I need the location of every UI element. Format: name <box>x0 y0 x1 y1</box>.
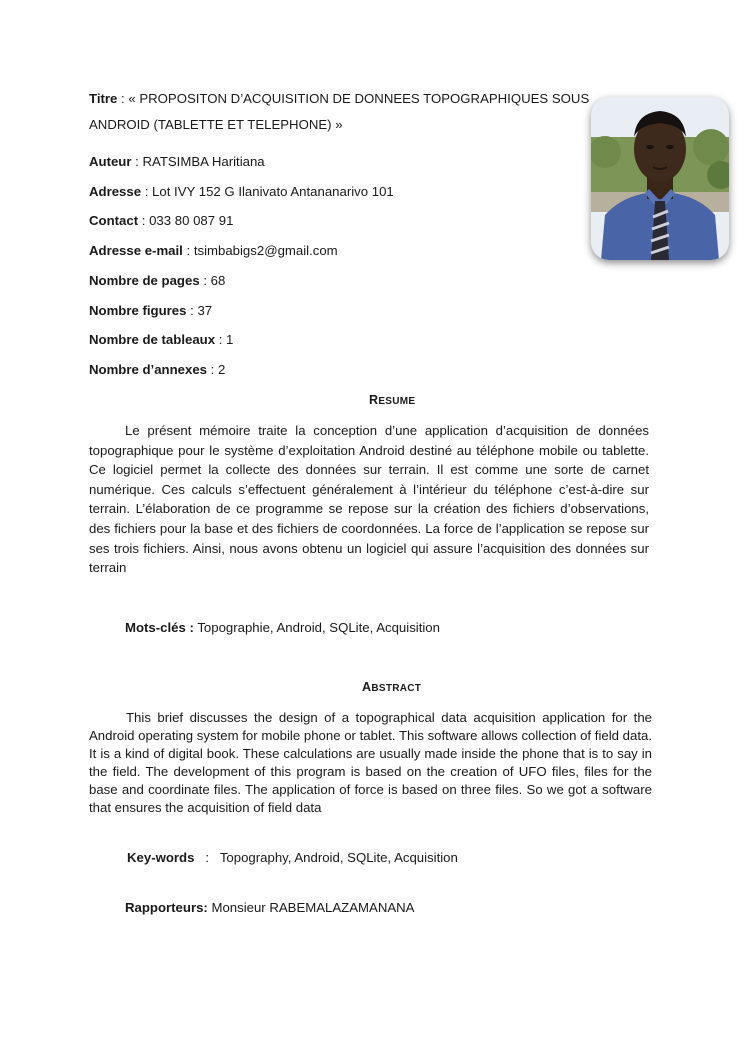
field-label: Contact <box>89 213 139 228</box>
field-adresse <box>89 184 394 200</box>
resume-heading-rest: ESUME <box>378 396 416 407</box>
resume-body: Le présent mémoire traite la conception d’une application d’acquisition de données topographique pour le système d’exploitation Android destiné au téléphone mobile ou tablette. Ce logiciel permet la collecte des données sur terrain. Il est comme une sorte de carnet numérique. Ces calculs s’effectuent généralement à l’intérieur du téléphone c’est-à-dire sur terrain. L’élaboration de ce programme se repose sur la création des fichiers d’observations, des fichiers pour la base et des fichiers de coordonnées. La force de l’application se repose sur ses trois fichiers. Ainsi, nous avons obtenu un logiciel qui assure l’acquisition des données sur terrain <box>89 423 649 576</box>
field-annexes <box>89 362 225 378</box>
field-label: Adresse e-mail <box>89 243 183 258</box>
field-email <box>89 243 338 259</box>
field-figures <box>89 303 212 319</box>
keywords-value: : Topography, Android, SQLite, Acquisition <box>194 850 458 865</box>
field-value: : 68 <box>199 273 226 288</box>
field-auteur <box>89 154 265 170</box>
abstract-keywords <box>127 850 458 866</box>
field-label: Nombre figures <box>89 303 187 318</box>
abstract-heading-rest: BSTRACT <box>371 683 422 694</box>
title-label: Titre <box>89 91 118 106</box>
field-label: Adresse <box>89 184 142 199</box>
abstract-body: This brief discusses the design of a topographical data acquisition application for the Android operating system for mobile phone or tablet. This software allows collection of field data. It is a kind of digital book. These calculations are usually made inside the phone that is to say in the field. The development of this program is based on the creation of UFO files, files for the base and coordinate files. The application of force is based on three files. So we got a software that ensures the acquisition of field data <box>89 710 652 815</box>
field-label: Nombre de tableaux <box>89 332 216 347</box>
resume-heading-first: R <box>369 393 379 407</box>
field-value: : RATSIMBA Haritiana <box>131 154 265 169</box>
keywords-value: Topographie, Android, SQLite, Acquisition <box>193 620 440 635</box>
field-label: Nombre de pages <box>89 273 200 288</box>
field-value: : 37 <box>186 303 213 318</box>
keywords-label: Mots-clés : <box>125 620 194 635</box>
field-value: : tsimbabigs2@gmail.com <box>182 243 338 258</box>
title-line-2: ANDROID (TABLETTE ET TELEPHONE) » <box>89 117 343 132</box>
rapporteurs-value: Monsieur RABEMALAZAMANANA <box>207 900 415 915</box>
keywords-label: Key-words <box>127 850 195 865</box>
title-text-1: : « PROPOSITON D’ACQUISITION DE DONNEES TOPOGRAPHIQUES SOUS <box>117 91 590 106</box>
title-line-1 <box>89 91 589 107</box>
author-portrait-icon <box>591 97 729 260</box>
field-value: : 2 <box>207 362 226 377</box>
field-label: Nombre d’annexes <box>89 362 207 377</box>
field-tableaux <box>89 332 233 348</box>
field-label: Auteur <box>89 154 132 169</box>
rapporteurs-label: Rapporteurs: <box>125 900 208 915</box>
abstract-heading-first: A <box>362 680 372 694</box>
abstract-heading <box>362 680 421 694</box>
field-value: : 1 <box>215 332 234 347</box>
resume-heading <box>369 393 415 407</box>
field-pages <box>89 273 225 289</box>
author-photo <box>591 97 729 260</box>
rapporteurs <box>125 900 414 916</box>
field-value: : Lot IVY 152 G Ilanivato Antananarivo 101 <box>141 184 394 199</box>
field-value: : 033 80 087 91 <box>138 213 234 228</box>
resume-keywords <box>125 620 440 636</box>
field-contact <box>89 213 233 229</box>
